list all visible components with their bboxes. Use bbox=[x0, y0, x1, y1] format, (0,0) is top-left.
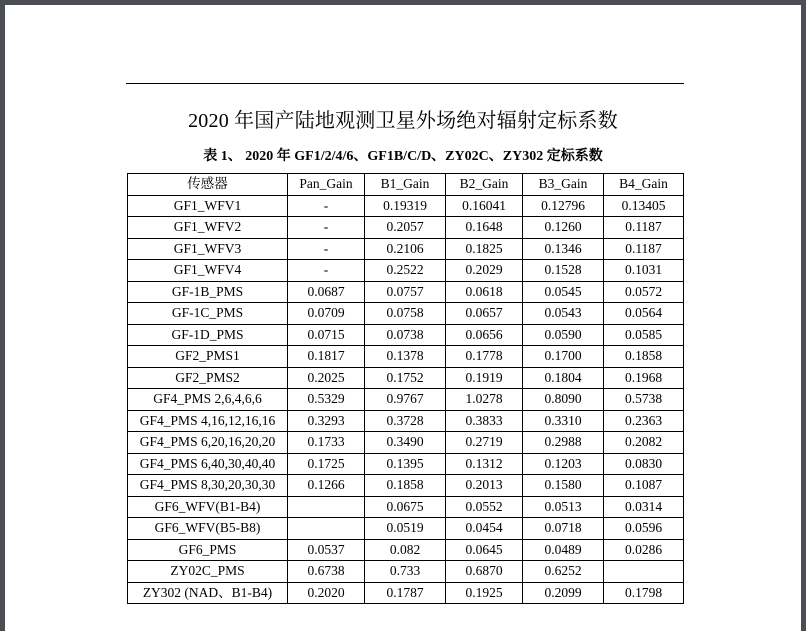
cell-b1-gain: 0.733 bbox=[365, 561, 446, 583]
cell-b4-gain: 0.1031 bbox=[604, 260, 684, 282]
table-row bbox=[128, 217, 684, 239]
cell-pan-gain: - bbox=[288, 238, 365, 260]
cell-sensor: GF6_WFV(B1-B4) bbox=[128, 496, 288, 518]
cell-b4-gain: 0.1187 bbox=[604, 217, 684, 239]
cell-b3-gain: 0.3310 bbox=[523, 410, 604, 432]
cell-pan-gain: 0.0687 bbox=[288, 281, 365, 303]
cell-b3-gain: 0.0513 bbox=[523, 496, 604, 518]
cell-pan-gain: 0.6738 bbox=[288, 561, 365, 583]
cell-b1-gain: 0.19319 bbox=[365, 195, 446, 217]
cell-b1-gain: 0.1378 bbox=[365, 346, 446, 368]
cell-b2-gain: 0.0656 bbox=[446, 324, 523, 346]
table-header-row bbox=[128, 174, 684, 196]
header-b4-gain: B4_Gain bbox=[604, 174, 684, 196]
cell-b2-gain: 0.1312 bbox=[446, 453, 523, 475]
cell-b1-gain: 0.0519 bbox=[365, 518, 446, 540]
cell-sensor: GF4_PMS 2,6,4,6,6 bbox=[128, 389, 288, 411]
cell-pan-gain: 0.0709 bbox=[288, 303, 365, 325]
cell-sensor: GF1_WFV2 bbox=[128, 217, 288, 239]
cell-pan-gain: 0.3293 bbox=[288, 410, 365, 432]
document-page bbox=[5, 5, 801, 631]
cell-sensor: GF1_WFV4 bbox=[128, 260, 288, 282]
table-row bbox=[128, 518, 684, 540]
cell-b1-gain: 0.0758 bbox=[365, 303, 446, 325]
cell-b4-gain: 0.1798 bbox=[604, 582, 684, 604]
cell-b1-gain: 0.3728 bbox=[365, 410, 446, 432]
cell-sensor: ZY02C_PMS bbox=[128, 561, 288, 583]
cell-b2-gain: 0.0618 bbox=[446, 281, 523, 303]
cell-b3-gain: 0.8090 bbox=[523, 389, 604, 411]
cell-pan-gain: 0.2020 bbox=[288, 582, 365, 604]
cell-b3-gain: 0.1580 bbox=[523, 475, 604, 497]
cell-b2-gain: 0.0552 bbox=[446, 496, 523, 518]
cell-pan-gain: 0.1733 bbox=[288, 432, 365, 454]
cell-b4-gain: 0.1968 bbox=[604, 367, 684, 389]
cell-b4-gain bbox=[604, 561, 684, 583]
cell-b1-gain: 0.2057 bbox=[365, 217, 446, 239]
cell-b2-gain: 0.0645 bbox=[446, 539, 523, 561]
cell-b3-gain: 0.2099 bbox=[523, 582, 604, 604]
cell-b4-gain: 0.1187 bbox=[604, 238, 684, 260]
cell-b4-gain: 0.0830 bbox=[604, 453, 684, 475]
cell-b1-gain: 0.1752 bbox=[365, 367, 446, 389]
table-row bbox=[128, 195, 684, 217]
table-row bbox=[128, 238, 684, 260]
cell-b1-gain: 0.1858 bbox=[365, 475, 446, 497]
cell-sensor: GF6_WFV(B5-B8) bbox=[128, 518, 288, 540]
cell-b1-gain: 0.0675 bbox=[365, 496, 446, 518]
cell-b1-gain: 0.2522 bbox=[365, 260, 446, 282]
cell-b2-gain: 0.2719 bbox=[446, 432, 523, 454]
cell-b4-gain: 0.0314 bbox=[604, 496, 684, 518]
cell-b2-gain: 0.16041 bbox=[446, 195, 523, 217]
cell-pan-gain bbox=[288, 496, 365, 518]
cell-b2-gain: 0.1825 bbox=[446, 238, 523, 260]
table-row bbox=[128, 496, 684, 518]
cell-pan-gain: - bbox=[288, 217, 365, 239]
cell-b1-gain: 0.2106 bbox=[365, 238, 446, 260]
table-caption: 表 1、 2020 年 GF1/2/4/6、GF1B/C/D、ZY02C、ZY302 定标系数 bbox=[203, 149, 603, 164]
cell-pan-gain: 0.1817 bbox=[288, 346, 365, 368]
cell-b4-gain: 0.0564 bbox=[604, 303, 684, 325]
cell-b3-gain: 0.0543 bbox=[523, 303, 604, 325]
cell-b3-gain: 0.12796 bbox=[523, 195, 604, 217]
cell-sensor: GF4_PMS 6,40,30,40,40 bbox=[128, 453, 288, 475]
cell-b4-gain: 0.1087 bbox=[604, 475, 684, 497]
cell-b3-gain: 0.1528 bbox=[523, 260, 604, 282]
document-title: 2020 年国产陆地观测卫星外场绝对辐射定标系数 bbox=[188, 110, 618, 132]
table-row bbox=[128, 324, 684, 346]
cell-b1-gain: 0.1787 bbox=[365, 582, 446, 604]
header-b1-gain: B1_Gain bbox=[365, 174, 446, 196]
cell-b2-gain: 0.1925 bbox=[446, 582, 523, 604]
table-body bbox=[128, 195, 684, 604]
cell-b3-gain: 0.1203 bbox=[523, 453, 604, 475]
table-row bbox=[128, 260, 684, 282]
cell-sensor: GF1_WFV1 bbox=[128, 195, 288, 217]
table-row bbox=[128, 475, 684, 497]
cell-sensor: GF2_PMS2 bbox=[128, 367, 288, 389]
cell-b3-gain: 0.1804 bbox=[523, 367, 604, 389]
cell-b2-gain: 0.6870 bbox=[446, 561, 523, 583]
header-sensor: 传感器 bbox=[128, 174, 288, 196]
cell-b3-gain: 0.0590 bbox=[523, 324, 604, 346]
header-b3-gain: B3_Gain bbox=[523, 174, 604, 196]
cell-pan-gain bbox=[288, 518, 365, 540]
table-row bbox=[128, 410, 684, 432]
cell-pan-gain: 0.2025 bbox=[288, 367, 365, 389]
cell-b4-gain: 0.1858 bbox=[604, 346, 684, 368]
cell-b2-gain: 0.0454 bbox=[446, 518, 523, 540]
cell-sensor: GF-1B_PMS bbox=[128, 281, 288, 303]
cell-sensor: GF4_PMS 8,30,20,30,30 bbox=[128, 475, 288, 497]
table-row bbox=[128, 432, 684, 454]
cell-sensor: GF4_PMS 6,20,16,20,20 bbox=[128, 432, 288, 454]
cell-b2-gain: 0.2029 bbox=[446, 260, 523, 282]
cell-b2-gain: 0.2013 bbox=[446, 475, 523, 497]
cell-b3-gain: 0.0545 bbox=[523, 281, 604, 303]
cell-b2-gain: 0.3833 bbox=[446, 410, 523, 432]
cell-pan-gain: - bbox=[288, 260, 365, 282]
cell-pan-gain: 0.0715 bbox=[288, 324, 365, 346]
cell-b2-gain: 0.0657 bbox=[446, 303, 523, 325]
cell-b4-gain: 0.0585 bbox=[604, 324, 684, 346]
cell-sensor: GF-1D_PMS bbox=[128, 324, 288, 346]
cell-b3-gain: 0.2988 bbox=[523, 432, 604, 454]
cell-pan-gain: - bbox=[288, 195, 365, 217]
cell-b1-gain: 0.3490 bbox=[365, 432, 446, 454]
cell-b4-gain: 0.0286 bbox=[604, 539, 684, 561]
table-row bbox=[128, 561, 684, 583]
header-pan-gain: Pan_Gain bbox=[288, 174, 365, 196]
cell-b3-gain: 0.1346 bbox=[523, 238, 604, 260]
table-row bbox=[128, 582, 684, 604]
cell-b4-gain: 0.2082 bbox=[604, 432, 684, 454]
cell-b3-gain: 0.6252 bbox=[523, 561, 604, 583]
cell-b1-gain: 0.9767 bbox=[365, 389, 446, 411]
table-row bbox=[128, 303, 684, 325]
table-row bbox=[128, 281, 684, 303]
cell-b2-gain: 1.0278 bbox=[446, 389, 523, 411]
cell-b3-gain: 0.1260 bbox=[523, 217, 604, 239]
cell-b4-gain: 0.2363 bbox=[604, 410, 684, 432]
cell-b1-gain: 0.082 bbox=[365, 539, 446, 561]
cell-b3-gain: 0.1700 bbox=[523, 346, 604, 368]
table-row bbox=[128, 389, 684, 411]
cell-pan-gain: 0.5329 bbox=[288, 389, 365, 411]
cell-sensor: GF2_PMS1 bbox=[128, 346, 288, 368]
cell-pan-gain: 0.1725 bbox=[288, 453, 365, 475]
cell-b2-gain: 0.1919 bbox=[446, 367, 523, 389]
cell-b4-gain: 0.0572 bbox=[604, 281, 684, 303]
table-row bbox=[128, 367, 684, 389]
cell-b1-gain: 0.0757 bbox=[365, 281, 446, 303]
cell-b3-gain: 0.0489 bbox=[523, 539, 604, 561]
cell-b2-gain: 0.1648 bbox=[446, 217, 523, 239]
table-row bbox=[128, 346, 684, 368]
cell-b4-gain: 0.5738 bbox=[604, 389, 684, 411]
cell-b3-gain: 0.0718 bbox=[523, 518, 604, 540]
cell-b1-gain: 0.1395 bbox=[365, 453, 446, 475]
cell-sensor: GF6_PMS bbox=[128, 539, 288, 561]
cell-sensor: ZY302 (NAD、B1-B4) bbox=[128, 582, 288, 604]
cell-b1-gain: 0.0738 bbox=[365, 324, 446, 346]
header-rule bbox=[126, 83, 684, 84]
table-row bbox=[128, 453, 684, 475]
cell-b2-gain: 0.1778 bbox=[446, 346, 523, 368]
cell-pan-gain: 0.0537 bbox=[288, 539, 365, 561]
cell-sensor: GF1_WFV3 bbox=[128, 238, 288, 260]
calibration-table bbox=[127, 173, 684, 604]
header-b2-gain: B2_Gain bbox=[446, 174, 523, 196]
cell-b4-gain: 0.13405 bbox=[604, 195, 684, 217]
table-row bbox=[128, 539, 684, 561]
cell-sensor: GF-1C_PMS bbox=[128, 303, 288, 325]
cell-b4-gain: 0.0596 bbox=[604, 518, 684, 540]
cell-pan-gain: 0.1266 bbox=[288, 475, 365, 497]
cell-sensor: GF4_PMS 4,16,12,16,16 bbox=[128, 410, 288, 432]
